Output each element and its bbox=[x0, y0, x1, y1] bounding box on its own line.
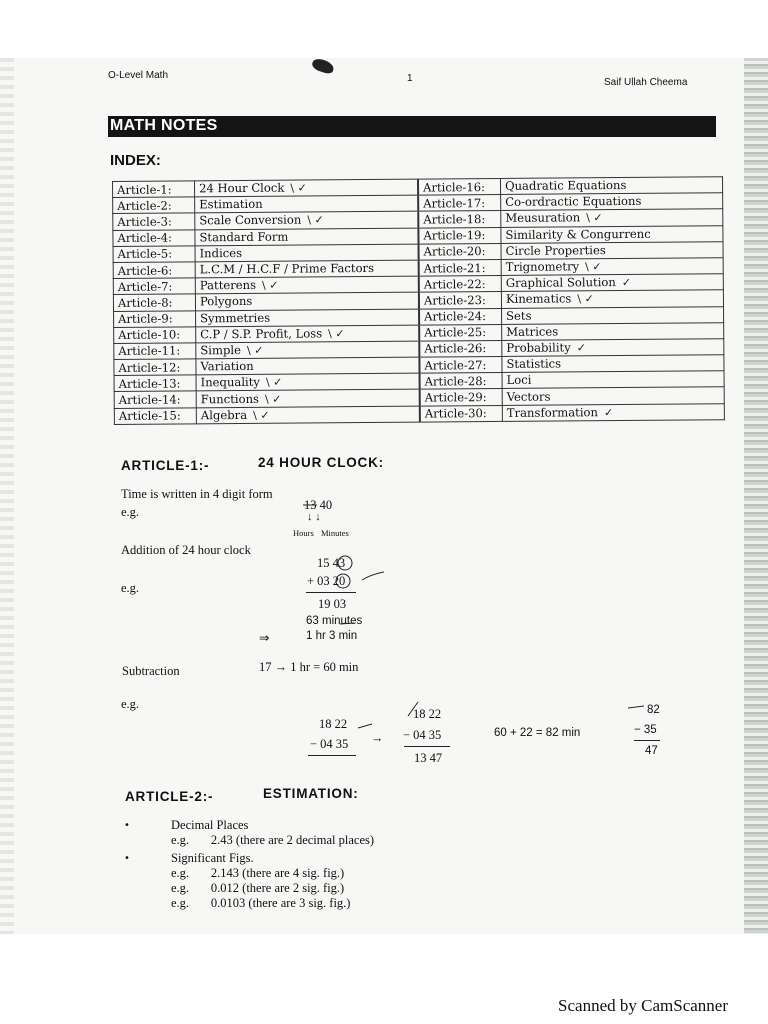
article-number-text: Article-20: bbox=[423, 244, 486, 259]
sub-c-line-1: 82 bbox=[647, 704, 660, 716]
article-number-text: Article-3: bbox=[117, 214, 172, 229]
check-mark-icon: \ ✓ bbox=[577, 292, 594, 306]
article2-title: ESTIMATION: bbox=[263, 786, 359, 801]
article-topic-text: Probability bbox=[506, 340, 571, 355]
sub-a-line-1: 18 22 bbox=[319, 717, 348, 731]
header-subject: O-Level Math bbox=[108, 70, 169, 81]
header-page-number: 1 bbox=[407, 73, 413, 84]
article2-label: ARTICLE-2:- bbox=[125, 789, 214, 804]
add-minutes: 63 minutes bbox=[306, 615, 363, 627]
article-number-text: Article-17: bbox=[423, 195, 486, 211]
check-mark-icon: \ ✓ bbox=[328, 326, 345, 341]
sub-c-line-2: − 35 bbox=[634, 724, 657, 736]
sub-b-line-1: 18 22 bbox=[413, 707, 442, 721]
article-topic-text: Circle Properties bbox=[505, 242, 606, 258]
article-topic-text: 24 Hour Clock bbox=[199, 180, 285, 196]
article-topic-text: Symmetries bbox=[200, 310, 271, 325]
bullet-icon: • bbox=[124, 820, 130, 831]
circled-digits-43 bbox=[338, 556, 352, 570]
article-topic-text: Matrices bbox=[506, 324, 559, 339]
addition-label: Addition of 24 hour clock bbox=[121, 543, 251, 557]
article-number-text: Article-26: bbox=[424, 341, 487, 357]
article-topic-text: Simple bbox=[200, 342, 242, 358]
check-mark-icon: \ ✓ bbox=[307, 213, 324, 227]
estimation-item: Significant Figs. bbox=[171, 851, 254, 865]
article-number-text: Article-19: bbox=[423, 228, 486, 243]
title-text: MATH NOTES bbox=[110, 117, 218, 134]
check-mark-icon: \ ✓ bbox=[253, 408, 270, 422]
article-topic-text: Loci bbox=[506, 373, 532, 388]
article-topic-text: C.P / S.P. Profit, Loss bbox=[200, 326, 323, 342]
article-topic-text: Scale Conversion bbox=[199, 212, 302, 228]
estimation-item: Decimal Places bbox=[171, 818, 249, 832]
header-author: Saif Ullah Cheema bbox=[604, 77, 688, 88]
article-topic-text: Trignometry bbox=[505, 259, 580, 274]
article-topic-text: Graphical Solution bbox=[505, 275, 616, 291]
estimation-item: e.g. 0.0103 (there are 3 sig. fig.) bbox=[171, 896, 351, 910]
check-mark-icon: \ ✓ bbox=[586, 211, 603, 225]
sub-b-result: 13 47 bbox=[414, 751, 443, 765]
article-topic-text: Sets bbox=[506, 308, 532, 323]
article1-intro: Time is written in 4 digit form bbox=[121, 487, 273, 501]
check-mark-icon: \ ✓ bbox=[585, 260, 602, 274]
article-topic-text: Transformation bbox=[506, 404, 599, 420]
article-number-text: Article-21: bbox=[423, 260, 486, 276]
sub-minutes-sum: 60 + 22 = 82 min bbox=[494, 727, 581, 739]
article-number-text: Article-10: bbox=[118, 327, 181, 343]
strike-mark bbox=[408, 702, 418, 716]
add-line-1: 15 43 bbox=[317, 556, 346, 570]
check-mark-icon: \ ✓ bbox=[261, 278, 279, 293]
pen-tick bbox=[340, 623, 354, 624]
check-mark-icon: ✓ bbox=[576, 341, 587, 355]
scanner-watermark: Scanned by CamScanner bbox=[558, 996, 728, 1015]
article-topic-text: Patterens bbox=[199, 278, 257, 293]
article-topic-text: Algebra bbox=[200, 407, 248, 423]
article-number-text: Article-15: bbox=[118, 408, 181, 424]
article-topic-text: Quadratic Equations bbox=[504, 178, 627, 194]
article-topic-text: Similarity & Congurrenc bbox=[505, 226, 651, 242]
subtraction-rule: 17 → 1 hr = 60 min bbox=[259, 660, 359, 674]
estimation-item: e.g. 2.143 (there are 4 sig. fig.) bbox=[171, 866, 345, 880]
article-topic-text: Indices bbox=[199, 245, 243, 261]
article-topic-text: L.C.M / H.C.F / Prime Factors bbox=[199, 260, 375, 277]
article-number-text: Article-1: bbox=[117, 182, 172, 197]
article-number-text: Article-7: bbox=[117, 279, 173, 294]
implies-arrow: ⇒ bbox=[259, 631, 270, 645]
label-hours: Hours bbox=[293, 528, 314, 538]
pen-stroke bbox=[362, 572, 384, 580]
article-number-text: Article-16: bbox=[423, 179, 486, 195]
bullet-icon: • bbox=[124, 853, 130, 864]
article-number-text: Article-8: bbox=[117, 295, 173, 310]
estimation-item: e.g. 2.43 (there are 2 decimal places) bbox=[171, 833, 375, 847]
article-topic-text: Polygons bbox=[199, 294, 253, 309]
article-topic-text: Estimation bbox=[199, 197, 263, 212]
article-topic-text: Vectors bbox=[506, 389, 551, 404]
article1-eg: e.g. bbox=[121, 505, 140, 519]
sub-arrow: → bbox=[371, 731, 384, 745]
sub-a-line-2: − 04 35 bbox=[310, 737, 349, 751]
article-number-text: Article-2: bbox=[117, 198, 172, 213]
circled-digits-20 bbox=[336, 574, 350, 588]
article-number-text: Article-24: bbox=[424, 309, 487, 324]
label-minutes: Minutes bbox=[321, 528, 349, 538]
article-number-text: Article-12: bbox=[118, 360, 181, 375]
article-number-text: Article-22: bbox=[423, 276, 486, 292]
article-topic-text: Co-ordractic Equations bbox=[505, 194, 642, 210]
article-number-text: Article-27: bbox=[424, 357, 487, 373]
article-topic-text: Variation bbox=[200, 359, 254, 374]
subtraction-eg: e.g. bbox=[121, 697, 140, 711]
article-number-text: Article-23: bbox=[423, 292, 486, 308]
article-topic-text: Statistics bbox=[506, 356, 562, 372]
article-number-text: Article-28: bbox=[424, 373, 487, 389]
article1-label: ARTICLE-1:- bbox=[121, 458, 210, 473]
addition-eg: e.g. bbox=[121, 581, 140, 595]
add-result: 19 03 bbox=[318, 597, 347, 611]
check-mark-icon: \ ✓ bbox=[265, 376, 283, 390]
check-mark-icon: ✓ bbox=[603, 405, 614, 419]
pen-tick bbox=[358, 724, 372, 728]
article-number-text: Article-5: bbox=[117, 246, 173, 262]
article1-title: 24 HOUR CLOCK: bbox=[258, 455, 384, 470]
time-example: 13 40 bbox=[304, 498, 333, 512]
article-topic-text: Meusuration bbox=[505, 210, 581, 226]
article-number-text: Article-6: bbox=[117, 263, 173, 278]
sub-b-line-2: − 04 35 bbox=[403, 728, 442, 742]
check-mark-icon: \ ✓ bbox=[290, 181, 307, 195]
article-number-text: Article-4: bbox=[117, 230, 173, 246]
check-mark-icon: \ ✓ bbox=[264, 392, 282, 406]
check-mark-icon: ✓ bbox=[621, 276, 632, 290]
index-heading: INDEX: bbox=[110, 152, 161, 169]
check-mark-icon: \ ✓ bbox=[246, 343, 264, 357]
article-number-text: Article-14: bbox=[118, 392, 181, 407]
article-topic-text: Inequality bbox=[200, 375, 260, 390]
article-number-text: Article-25: bbox=[424, 325, 487, 340]
add-hours: 1 hr 3 min bbox=[306, 630, 358, 642]
article-topic-text: Kinematics bbox=[505, 291, 572, 307]
sub-c-result: 47 bbox=[645, 745, 658, 757]
estimation-item: e.g. 0.012 (there are 2 sig. fig.) bbox=[171, 881, 345, 895]
article-number-text: Article-29: bbox=[424, 390, 487, 405]
article-number-text: Article-11: bbox=[118, 343, 181, 359]
article-number-text: Article-18: bbox=[423, 212, 486, 227]
article-number-text: Article-9: bbox=[118, 311, 173, 327]
article-topic-text: Functions bbox=[200, 391, 260, 406]
pen-tick bbox=[628, 706, 644, 708]
add-line-2: + 03 20 bbox=[307, 574, 346, 588]
article-number-text: Article-30: bbox=[424, 406, 487, 421]
article-topic-text: Standard Form bbox=[199, 229, 289, 244]
subtraction-label: Subtraction bbox=[122, 664, 180, 678]
time-arrows: ↓ ↓ bbox=[307, 511, 321, 523]
article-number-text: Article-13: bbox=[118, 376, 181, 391]
